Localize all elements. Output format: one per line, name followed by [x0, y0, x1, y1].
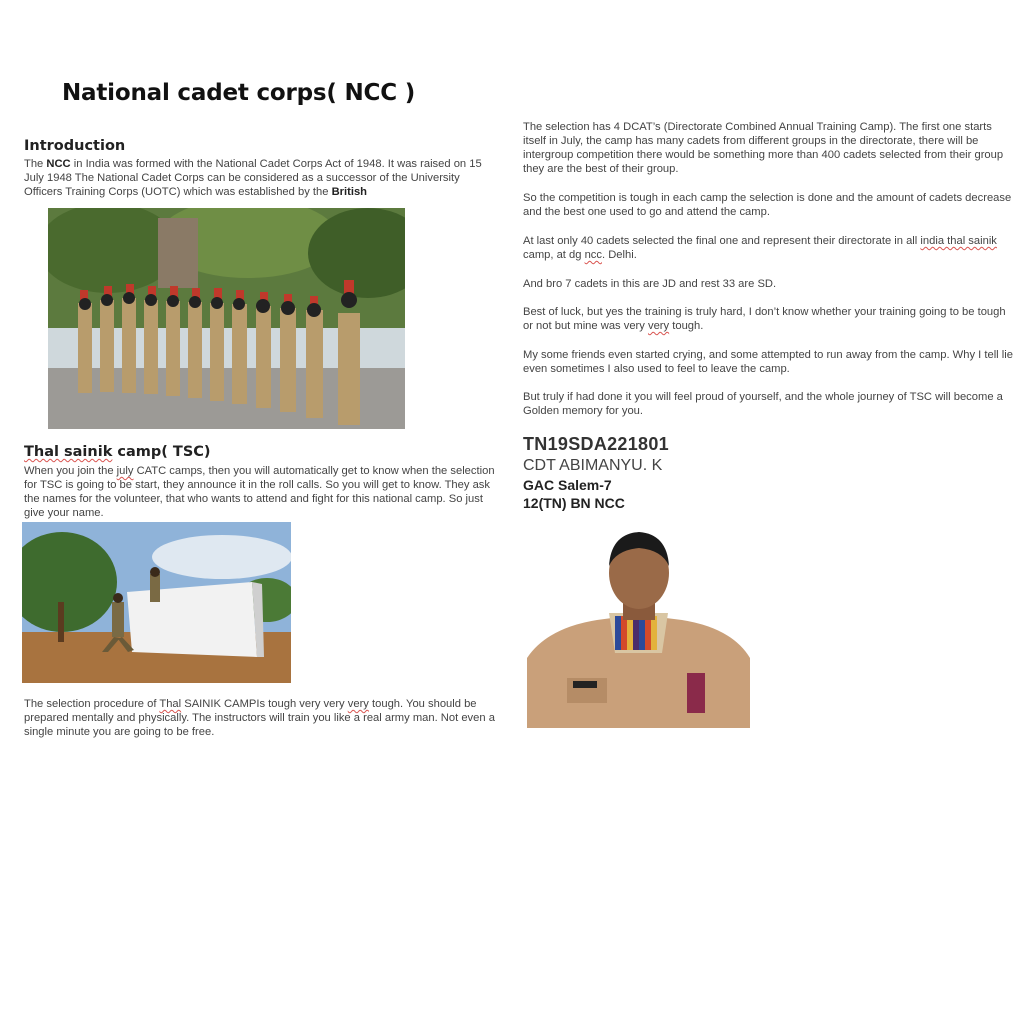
parade-photo [48, 208, 405, 429]
right-paragraph-2: So the competition is tough in each camp the selection is done and the amount of cadets decrease and the best one used to go and attend the camp. [523, 192, 1012, 218]
page-title: National cadet corps( NCC ) [62, 80, 416, 106]
intro-heading: Introduction [24, 138, 126, 154]
tsc-paragraph-1: When you join the july CATC camps, then you will automatically get to know when the selection for TSC is going to be start, they announce it in the roll calls. So you will get to know. They ask the names for the volunteer, that who wants to attend and fight for this national camp. So just give your name. [24, 465, 495, 519]
cadet-battalion: 12(TN) BN NCC [523, 495, 625, 511]
wall-climb-graphic [22, 522, 291, 683]
tsc-paragraph-2: The selection procedure of Thal SAINIK CAMPIs tough very very very tough. You should be prepared mentally and physically. The instructors will train you like a real army man. Not even a single minute you are going to be free. [24, 698, 495, 738]
right-paragraph-4: And bro 7 cadets in this are JD and rest 33 are SD. [523, 278, 777, 290]
right-paragraph-7: But truly if had done it you will feel proud of yourself, and the whole journey of TSC will become a Golden memory for you. [523, 391, 1003, 417]
right-paragraph-6: My some friends even started crying, and some attempted to run away from the camp. Why I tell lie even sometimes I also used to feel to leave the camp. [523, 349, 1013, 375]
cadet-portrait-graphic [527, 528, 750, 728]
right-paragraph-1: The selection has 4 DCAT’s (Directorate Combined Annual Training Camp). The first one starts itself in July, the camp has many cadets from different groups in the directorate, there will be intergroup competition there would be something more than 400 cadets selected from their group they are the best of their group. [523, 121, 1004, 175]
cadet-unit: GAC Salem-7 [523, 477, 612, 493]
right-paragraph-5: Best of luck, but yes the training is truly hard, I don’t know whether your training going to be tough or not but mine was very very tough. [523, 306, 1006, 332]
cadet-name: CDT ABIMANYU. K [523, 457, 663, 474]
right-paragraph-3: At last only 40 cadets selected the final one and represent their directorate in all india thal sainik camp, at dg ncc. Delhi. [523, 235, 997, 261]
tsc-heading: Thal sainik camp( TSC) [24, 444, 211, 460]
cadet-portrait-photo [527, 528, 750, 728]
cadet-identity-block [523, 434, 669, 511]
parade-photo-graphic [48, 208, 405, 429]
wall-climb-photo [22, 522, 291, 683]
cadet-regimental-number: TN19SDA221801 [523, 434, 669, 454]
intro-paragraph: The NCC in India was formed with the National Cadet Corps Act of 1948. It was raised on 15 July 1948 The National Cadet Corps can be considered as a successor of the University Officers Training Corps (UOTC) which was established by the British [24, 158, 482, 198]
